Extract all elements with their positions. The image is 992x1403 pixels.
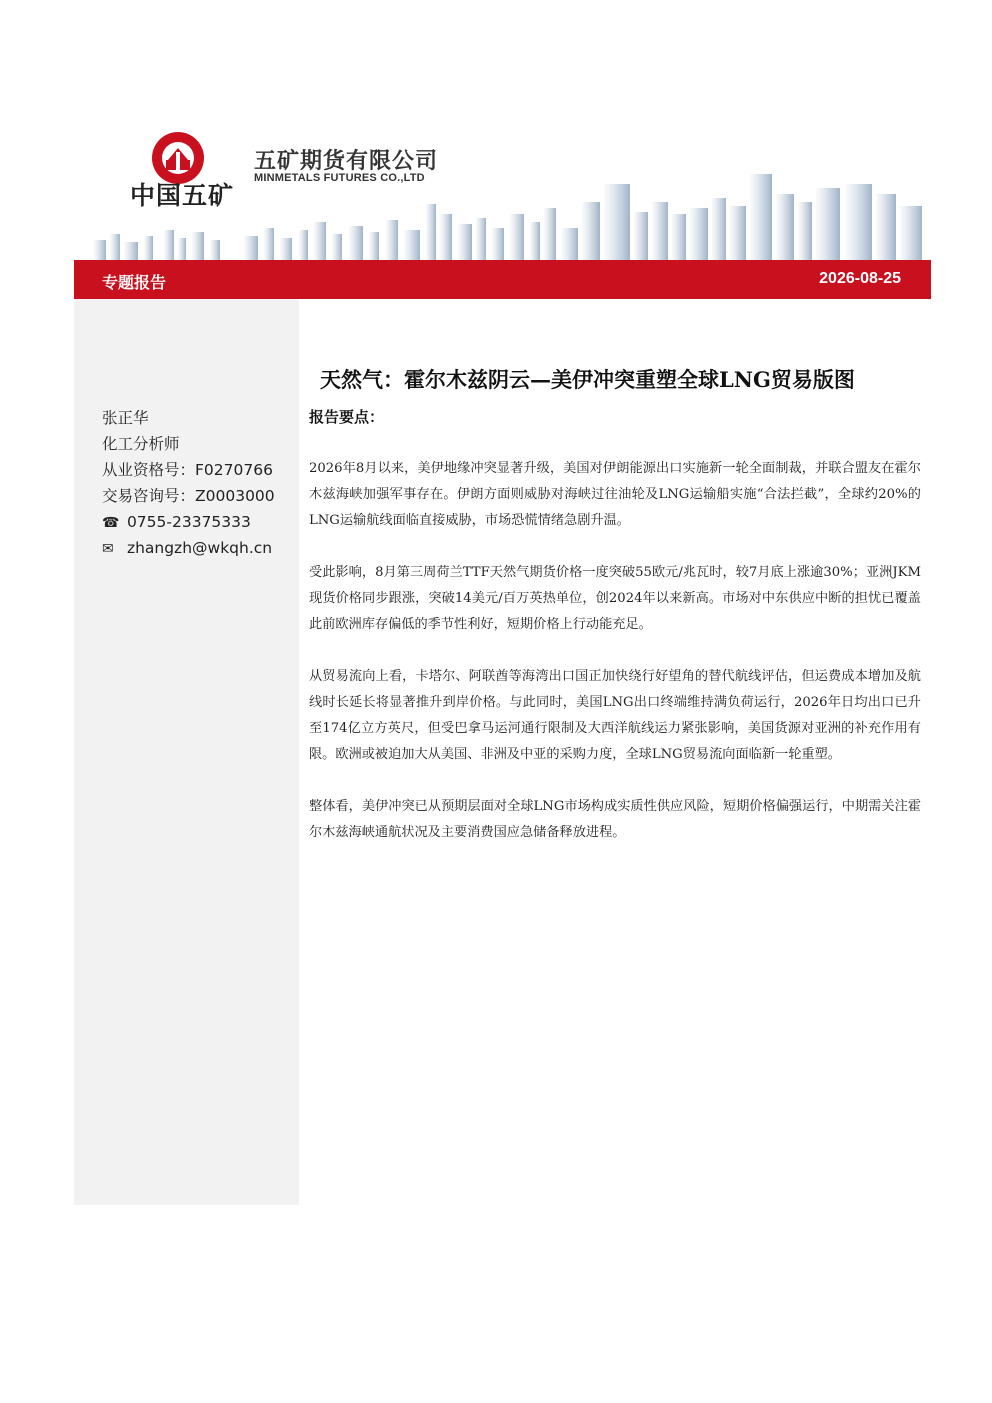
group-name: 中国五矿 [130, 181, 235, 210]
body-paragraph: 从贸易流向上看，卡塔尔、阿联酋等海湾出口国正加快绕行好望角的替代航线评估，但运费成本增加及航线时长延长将显著推升到岸价格。与此同时，美国LNG出口终端维持满负荷运行，2026年日均出口已升至174亿立方英尺，但受巴拿马运河通行限制及大西洋航线运力紧张影响，美国货源对亚洲的补充作用有限。欧洲或被迫加大从美国、非洲及中亚的采购力度，全球LNG贸易流向面临新一轮重塑。 [309, 669, 921, 762]
body-paragraph: 整体看，美伊冲突已从预期层面对全球LNG市场构成实质性供应风险，短期价格偏强运行，中期需关注霍尔木兹海峡通航状况及主要消费国应急储备释放进程。 [309, 799, 921, 840]
author-info [102, 405, 275, 561]
report-type: 专题报告 [102, 273, 167, 292]
author-email[interactable]: zhangzh@wkqh.cn [126, 539, 273, 557]
author-consult-number: 交易咨询号：Z0003000 [102, 487, 275, 505]
report-header [74, 110, 931, 260]
author-role: 化工分析师 [102, 435, 180, 453]
envelope-icon: ✉ [102, 541, 114, 557]
report-date: 2026-08-25 [819, 270, 901, 287]
key-points-heading: 报告要点： [309, 408, 385, 426]
author-phone-line [102, 509, 275, 535]
report-body [309, 456, 921, 872]
author-email-line [102, 535, 275, 561]
company-name-cn: 五矿期货有限公司 [254, 149, 439, 174]
author-phone: 0755-23375333 [126, 513, 251, 531]
report-title: 天然气：霍尔木兹阴云—美伊冲突重塑全球LNG贸易版图 [320, 367, 855, 392]
author-sidebar [74, 299, 299, 1205]
company-name-en: MINMETALS FUTURES CO.,LTD [254, 172, 425, 184]
body-paragraph: 受此影响，8月第三周荷兰TTF天然气期货价格一度突破55欧元/兆瓦时，较7月底上涨逾30%；亚洲JKM现货价格同步跟涨，突破14美元/百万英热单位，创2024年以来新高。市场对中东供应中断的担忧已覆盖此前欧洲库存偏低的季节性利好，短期价格上行动能充足。 [309, 565, 921, 632]
body-paragraph: 2026年8月以来，美伊地缘冲突显著升级，美国对伊朗能源出口实施新一轮全面制裁，并联合盟友在霍尔木兹海峡加强军事存在。伊朗方面则威胁对海峡过往油轮及LNG运输船实施“合法拦截”，全球约20%的LNG运输航线面临直接威胁，市场恐慌情绪急剧升温。 [309, 461, 921, 528]
author-license: 从业资格号：F0270766 [102, 461, 273, 479]
phone-icon: ☎ [102, 515, 120, 531]
author-name: 张正华 [102, 409, 149, 427]
report-type-bar [74, 260, 931, 299]
